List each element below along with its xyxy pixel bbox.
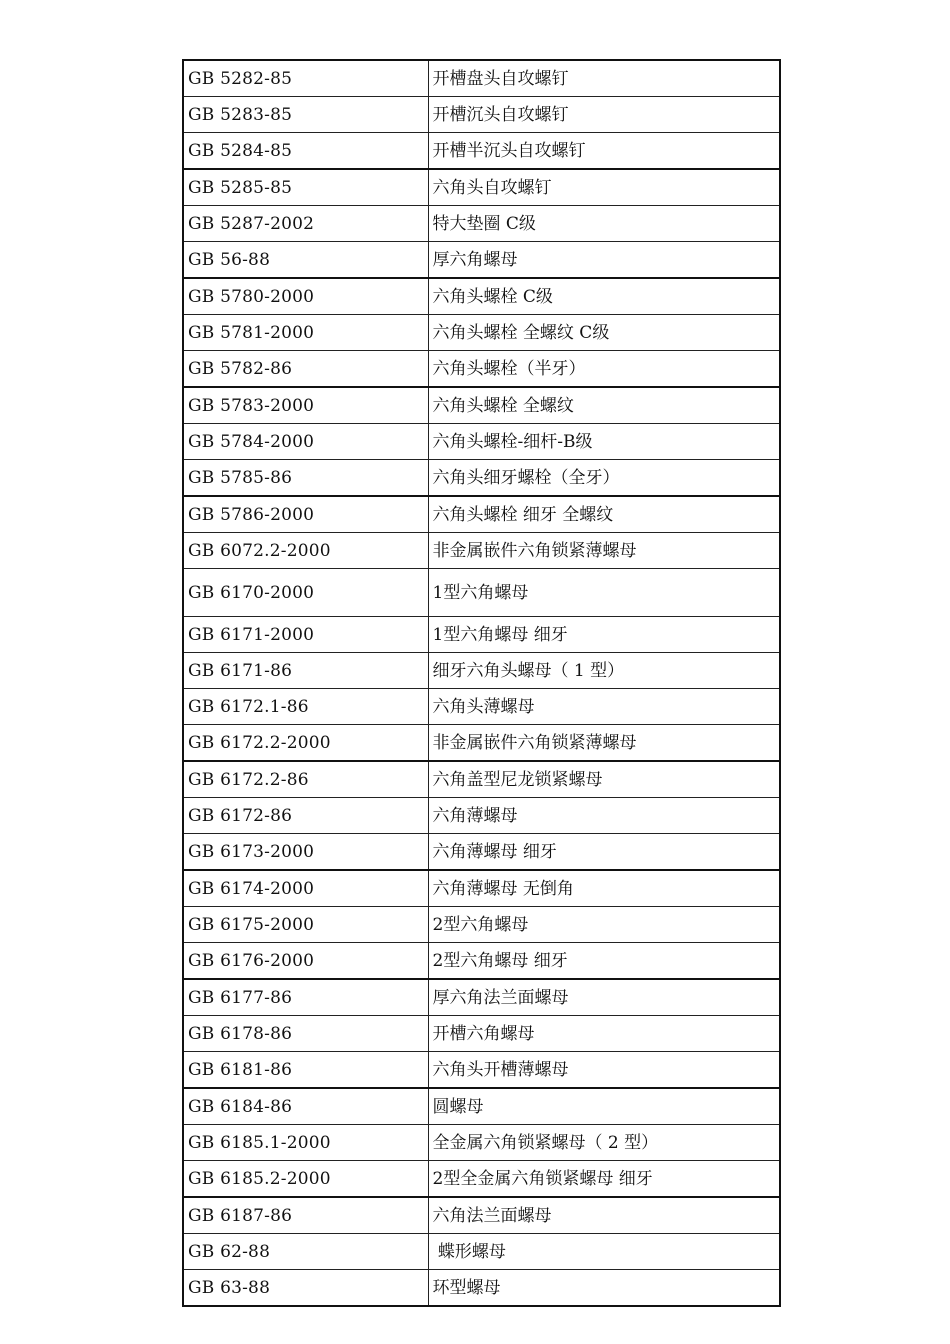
table-row xyxy=(183,206,780,242)
standard-name: 蝶形螺母 xyxy=(428,1234,780,1270)
table-row xyxy=(183,1270,780,1307)
standard-name: 厚六角螺母 xyxy=(428,242,780,279)
standard-code: GB 6173-2000 xyxy=(183,834,428,871)
table-row xyxy=(183,169,780,206)
standard-code: GB 6185.1-2000 xyxy=(183,1125,428,1161)
standard-code: GB 6170-2000 xyxy=(183,569,428,617)
standard-code: GB 5783-2000 xyxy=(183,387,428,424)
standard-name: 2型全金属六角锁紧螺母 细牙 xyxy=(428,1161,780,1198)
standard-name: 圆螺母 xyxy=(428,1088,780,1125)
table-row xyxy=(183,278,780,315)
standards-table-body xyxy=(183,60,780,1306)
standard-code: GB 6178-86 xyxy=(183,1016,428,1052)
standard-code: GB 6171-86 xyxy=(183,653,428,689)
standards-sheet xyxy=(182,59,779,1307)
standard-code: GB 6187-86 xyxy=(183,1197,428,1234)
table-row xyxy=(183,725,780,762)
standard-name: 六角头螺栓 全螺纹 C级 xyxy=(428,315,780,351)
standard-code: GB 6174-2000 xyxy=(183,870,428,907)
table-row xyxy=(183,1016,780,1052)
standard-name: 六角头螺栓 细牙 全螺纹 xyxy=(428,496,780,533)
standard-name: 六角头开槽薄螺母 xyxy=(428,1052,780,1089)
standard-name: 六角头螺栓-细杆-B级 xyxy=(428,424,780,460)
standard-name: 厚六角法兰面螺母 xyxy=(428,979,780,1016)
standard-code: GB 6175-2000 xyxy=(183,907,428,943)
standard-code: GB 5283-85 xyxy=(183,97,428,133)
standard-code: GB 6171-2000 xyxy=(183,617,428,653)
standard-name: 1型六角螺母 细牙 xyxy=(428,617,780,653)
standard-name: 开槽六角螺母 xyxy=(428,1016,780,1052)
standard-name: 开槽半沉头自攻螺钉 xyxy=(428,133,780,170)
standard-code: GB 6172.2-2000 xyxy=(183,725,428,762)
table-row xyxy=(183,1197,780,1234)
standard-name: 六角薄螺母 无倒角 xyxy=(428,870,780,907)
standard-code: GB 5285-85 xyxy=(183,169,428,206)
standard-code: GB 56-88 xyxy=(183,242,428,279)
standard-name: 1型六角螺母 xyxy=(428,569,780,617)
standard-code: GB 6184-86 xyxy=(183,1088,428,1125)
standard-name: 环型螺母 xyxy=(428,1270,780,1307)
table-row xyxy=(183,979,780,1016)
standard-code: GB 6072.2-2000 xyxy=(183,533,428,569)
table-row xyxy=(183,242,780,279)
standard-name: 开槽盘头自攻螺钉 xyxy=(428,60,780,97)
table-row xyxy=(183,133,780,170)
standard-name: 非金属嵌件六角锁紧薄螺母 xyxy=(428,533,780,569)
table-row xyxy=(183,1088,780,1125)
table-row xyxy=(183,424,780,460)
standard-name: 2型六角螺母 细牙 xyxy=(428,943,780,980)
standard-name: 六角盖型尼龙锁紧螺母 xyxy=(428,761,780,798)
table-row xyxy=(183,943,780,980)
standard-code: GB 5782-86 xyxy=(183,351,428,388)
table-row xyxy=(183,1234,780,1270)
table-row xyxy=(183,798,780,834)
standard-name: 细牙六角头螺母（ 1 型） xyxy=(428,653,780,689)
table-row xyxy=(183,351,780,388)
standard-code: GB 63-88 xyxy=(183,1270,428,1307)
standard-name: 六角头薄螺母 xyxy=(428,689,780,725)
standard-code: GB 6177-86 xyxy=(183,979,428,1016)
standard-code: GB 62-88 xyxy=(183,1234,428,1270)
standard-name: 六角薄螺母 细牙 xyxy=(428,834,780,871)
standard-name: 六角薄螺母 xyxy=(428,798,780,834)
standard-name: 六角头螺栓（半牙） xyxy=(428,351,780,388)
standard-code: GB 5786-2000 xyxy=(183,496,428,533)
standards-table xyxy=(182,59,781,1307)
standard-code: GB 5287-2002 xyxy=(183,206,428,242)
table-row xyxy=(183,1052,780,1089)
standard-name: 六角头螺栓 全螺纹 xyxy=(428,387,780,424)
table-row xyxy=(183,496,780,533)
standard-code: GB 5784-2000 xyxy=(183,424,428,460)
standard-code: GB 5780-2000 xyxy=(183,278,428,315)
standard-name: 2型六角螺母 xyxy=(428,907,780,943)
table-row xyxy=(183,689,780,725)
table-row xyxy=(183,387,780,424)
table-row xyxy=(183,907,780,943)
standard-name: 全金属六角锁紧螺母（ 2 型） xyxy=(428,1125,780,1161)
standard-name: 六角头细牙螺栓（全牙） xyxy=(428,460,780,497)
standard-code: GB 5785-86 xyxy=(183,460,428,497)
table-row xyxy=(183,97,780,133)
table-row xyxy=(183,1161,780,1198)
standard-name: 开槽沉头自攻螺钉 xyxy=(428,97,780,133)
standard-name: 六角法兰面螺母 xyxy=(428,1197,780,1234)
table-row xyxy=(183,653,780,689)
table-row xyxy=(183,834,780,871)
standard-code: GB 6181-86 xyxy=(183,1052,428,1089)
standard-name: 非金属嵌件六角锁紧薄螺母 xyxy=(428,725,780,762)
table-row xyxy=(183,315,780,351)
table-row xyxy=(183,533,780,569)
table-row xyxy=(183,617,780,653)
table-row xyxy=(183,870,780,907)
standard-code: GB 5284-85 xyxy=(183,133,428,170)
standard-code: GB 5282-85 xyxy=(183,60,428,97)
standard-name: 六角头自攻螺钉 xyxy=(428,169,780,206)
standard-name: 六角头螺栓 C级 xyxy=(428,278,780,315)
standard-code: GB 6185.2-2000 xyxy=(183,1161,428,1198)
table-row xyxy=(183,761,780,798)
standard-code: GB 5781-2000 xyxy=(183,315,428,351)
table-row xyxy=(183,460,780,497)
standard-name: 特大垫圈 C级 xyxy=(428,206,780,242)
standard-code: GB 6172.1-86 xyxy=(183,689,428,725)
table-row xyxy=(183,569,780,617)
standard-code: GB 6176-2000 xyxy=(183,943,428,980)
table-row xyxy=(183,60,780,97)
standard-code: GB 6172-86 xyxy=(183,798,428,834)
table-row xyxy=(183,1125,780,1161)
standard-code: GB 6172.2-86 xyxy=(183,761,428,798)
